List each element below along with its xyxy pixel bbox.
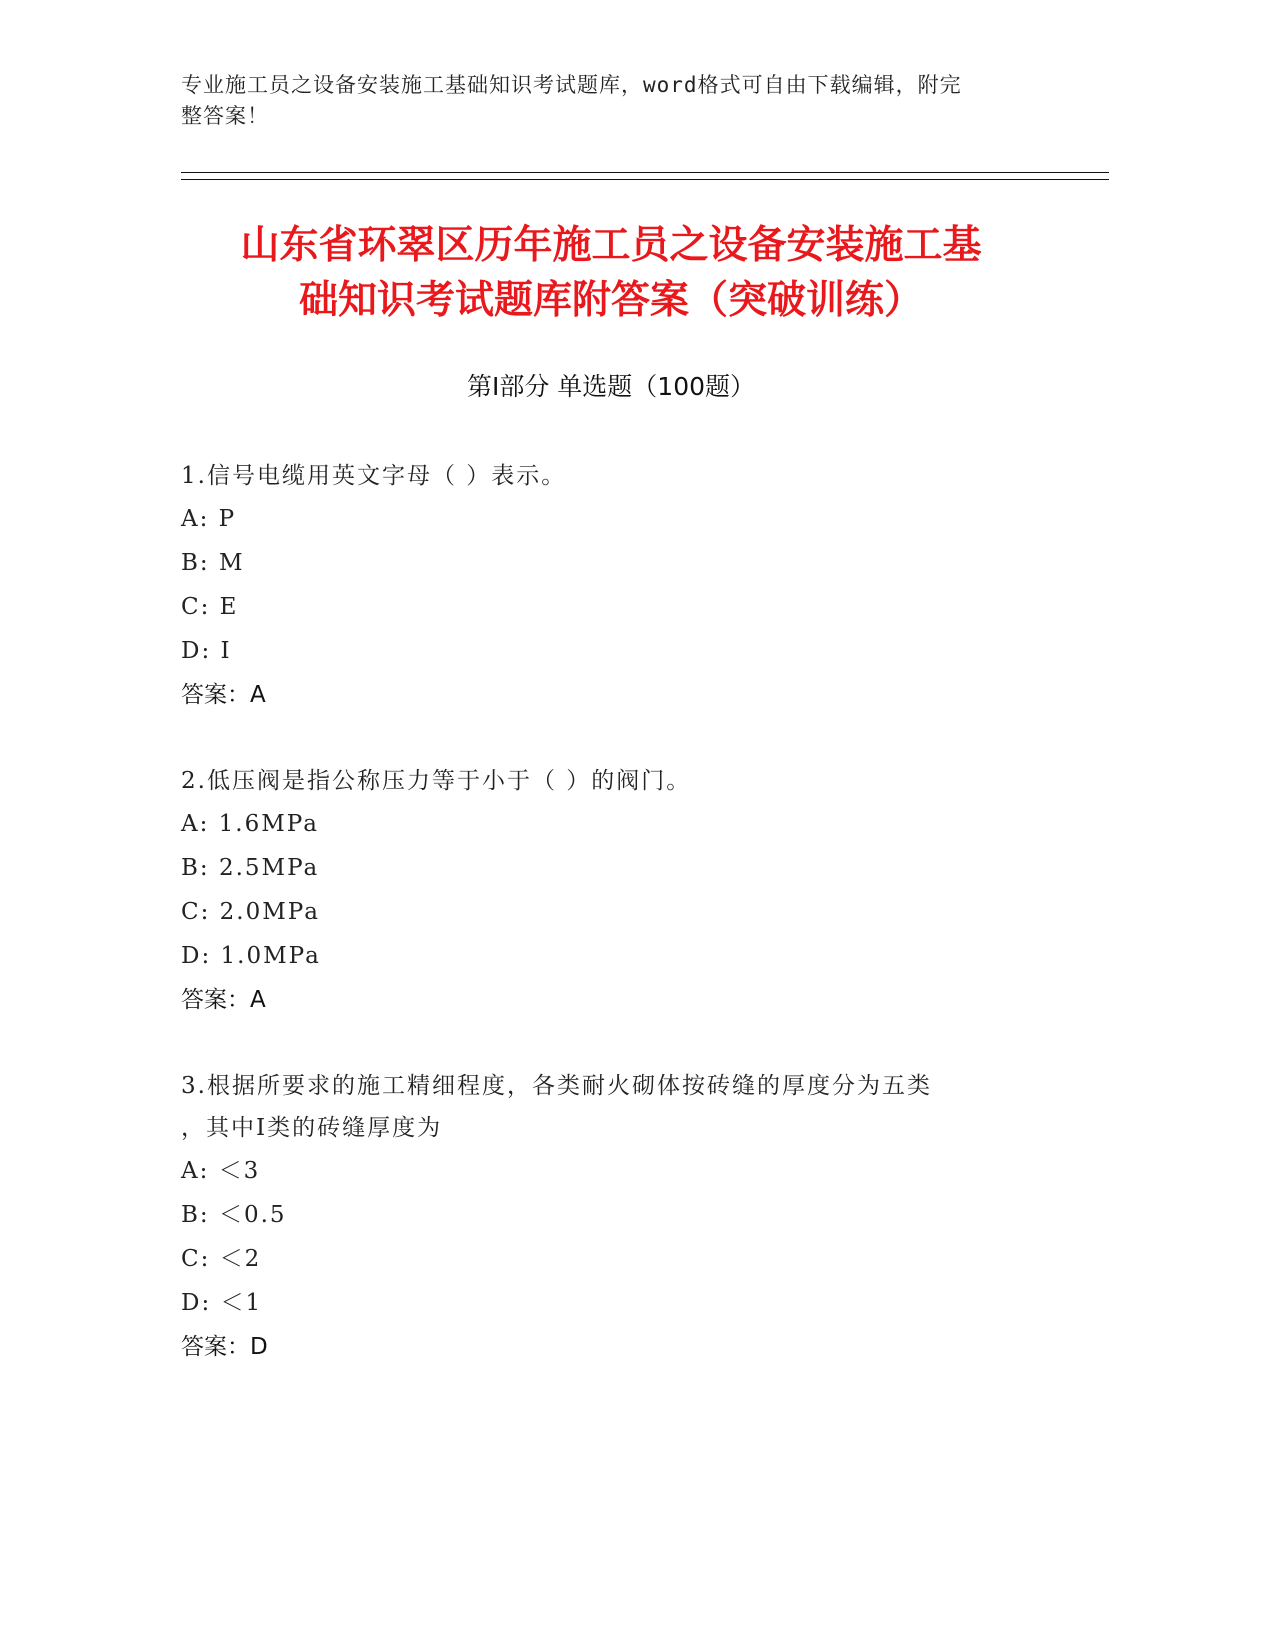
- question-option-d: D: ＜1: [181, 1290, 263, 1316]
- question-stem-line: 2.低压阀是指公称压力等于小于（ ）的阀门。: [181, 768, 692, 794]
- question-stem: [181, 1065, 1041, 1149]
- header-line-1: 专业施工员之设备安装施工基础知识考试题库，word格式可自由下载编辑，附完: [181, 73, 962, 97]
- question-option-a: A: P: [181, 506, 237, 532]
- question-answer: 答案：D: [181, 1334, 268, 1360]
- question-option-a: A: 1.6MPa: [181, 811, 319, 837]
- question-answer: 答案：A: [181, 682, 266, 708]
- header-divider-bottom: [181, 179, 1109, 180]
- document-title-line-2: 础知识考试题库附答案（突破训练）: [298, 278, 923, 323]
- header-divider-top: [181, 172, 1109, 173]
- section-title: 第Ⅰ部分 单选题（100题）: [466, 372, 756, 401]
- question-option-a: A: ＜3: [181, 1158, 261, 1184]
- document-header-note: [181, 70, 1041, 132]
- question-stem-line: ，其中Ⅰ类的砖缝厚度为: [181, 1115, 443, 1141]
- question-item: [181, 760, 1041, 1022]
- question-option-c: C: E: [181, 594, 239, 620]
- question-option-c: C: ＜2: [181, 1246, 262, 1272]
- document-title-line-1: 山东省环翠区历年施工员之设备安装施工基: [240, 223, 982, 268]
- question-item: [181, 1065, 1041, 1369]
- question-option-d: D: I: [181, 638, 232, 664]
- header-line-2: 整答案！: [181, 104, 269, 128]
- question-stem-line: 3.根据所要求的施工精细程度，各类耐火砌体按砖缝的厚度分为五类: [181, 1073, 932, 1099]
- question-option-d: D: 1.0MPa: [181, 943, 321, 969]
- document-title: [181, 218, 1041, 328]
- question-option-b: B: ＜0.5: [181, 1202, 287, 1228]
- question-option-b: B: 2.5MPa: [181, 855, 320, 881]
- question-stem: [181, 455, 1041, 497]
- question-answer: 答案：A: [181, 987, 266, 1013]
- question-stem: [181, 760, 1041, 802]
- question-option-c: C: 2.0MPa: [181, 899, 320, 925]
- question-option-b: B: M: [181, 550, 245, 576]
- question-item: [181, 455, 1041, 717]
- question-stem-line: 1.信号电缆用英文字母（ ）表示。: [181, 463, 567, 489]
